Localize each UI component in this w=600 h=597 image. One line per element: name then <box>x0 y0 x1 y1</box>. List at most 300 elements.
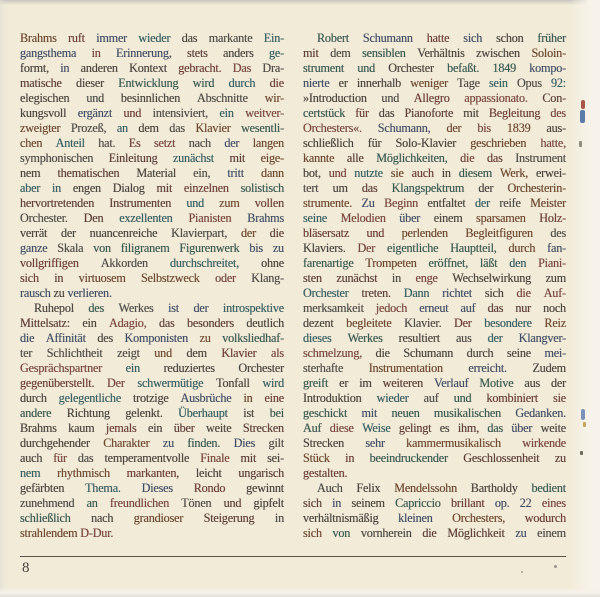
text-line <box>303 31 566 46</box>
word: geschickt <box>303 406 348 420</box>
word: des <box>550 106 566 120</box>
word: weitver- <box>245 106 284 120</box>
word: andere <box>20 406 52 420</box>
word: nur <box>515 301 531 315</box>
word: sie <box>553 391 566 405</box>
text-line <box>303 406 566 421</box>
word: das <box>77 451 94 465</box>
word: und <box>381 91 400 105</box>
word: Dann <box>403 286 430 300</box>
word: kombiniert <box>486 391 538 405</box>
word: auf <box>423 391 439 405</box>
word: Orchesterin- <box>507 181 566 195</box>
word: der <box>487 331 503 345</box>
word: Brahms <box>20 421 57 435</box>
word: Strecken <box>242 421 284 435</box>
word: 1839 <box>506 121 531 135</box>
word: gelegentliche <box>58 391 122 405</box>
word: aus <box>455 331 472 345</box>
word: Der <box>454 316 472 330</box>
scan-artifact <box>583 422 586 427</box>
word: D-Dur. <box>80 526 114 540</box>
word: das <box>378 106 395 120</box>
scan-edge-bottom <box>0 587 600 597</box>
word: zunächst <box>172 151 214 165</box>
word: Ausbrüche <box>180 391 232 405</box>
word: Ein- <box>263 31 284 45</box>
word: Steigerung <box>203 511 255 525</box>
word: Brahms <box>247 211 284 225</box>
text-line <box>303 166 566 181</box>
word: sich <box>20 271 39 285</box>
word: intensiviert, <box>152 106 208 120</box>
scan-edge-top <box>0 0 600 5</box>
word: des <box>97 331 113 345</box>
word: dem <box>330 46 351 60</box>
word: sten <box>303 271 322 285</box>
word: exzellenten <box>119 211 173 225</box>
word: solistisch <box>240 181 284 195</box>
word: Rondo <box>193 481 226 495</box>
word: zu <box>554 451 566 465</box>
word: ohne <box>261 256 284 270</box>
word: Dra- <box>262 61 284 75</box>
word: sich <box>303 496 322 510</box>
word: Gesprächspartner <box>20 361 103 375</box>
text-line <box>303 526 566 541</box>
word: früher <box>537 31 566 45</box>
word: alle <box>346 151 364 165</box>
text-line <box>20 31 284 46</box>
word: das <box>361 181 378 195</box>
word: von <box>332 526 351 540</box>
word: des <box>88 301 105 315</box>
word: neuen <box>391 406 420 420</box>
word: Beginn <box>384 196 419 210</box>
scan-artifact <box>554 565 557 568</box>
word: richtet <box>442 286 472 300</box>
text-line <box>303 61 566 76</box>
word: seine <box>303 211 328 225</box>
text-line <box>20 196 284 211</box>
text-line <box>20 451 284 466</box>
word: treten. <box>361 286 391 300</box>
word: eigentliche <box>387 241 439 255</box>
word: ruft <box>68 31 85 45</box>
word: gipfelt <box>253 496 284 510</box>
text-line <box>20 61 284 76</box>
word: hervortretenden <box>20 196 95 210</box>
text-line <box>20 46 284 61</box>
text-line <box>303 331 566 346</box>
word: verlieren. <box>67 286 112 300</box>
word: die <box>269 76 284 90</box>
word: durchschreitet, <box>169 256 240 270</box>
text-line <box>20 211 284 226</box>
word: bot, <box>303 166 321 180</box>
word: gegenüberstellt. <box>20 376 95 390</box>
word: Orchesters«. <box>303 121 362 135</box>
word: zu <box>199 331 211 345</box>
word: »Introduction <box>303 91 367 105</box>
word: Pianoforte <box>404 106 454 120</box>
word: op. <box>494 496 510 510</box>
word: über <box>173 421 195 435</box>
word: bläsersatz <box>303 226 350 240</box>
word: ein <box>147 421 163 435</box>
word: mit <box>229 151 246 165</box>
word: bis <box>477 121 491 135</box>
word: auch <box>20 451 43 465</box>
word: aus- <box>546 121 566 135</box>
word: gebracht. <box>178 61 222 75</box>
word: nem <box>20 166 41 180</box>
word: Pianisten <box>188 211 232 225</box>
word: Geschlossenheit <box>463 451 540 465</box>
text-line <box>303 271 566 286</box>
word: Material <box>136 166 177 180</box>
word: Werkes <box>347 331 383 345</box>
word: Komponisten <box>124 331 189 345</box>
word: gangsthema <box>20 46 77 60</box>
word: wesentli- <box>241 121 284 135</box>
word: reife <box>499 196 521 210</box>
word: in <box>51 181 62 195</box>
word: geschrieben <box>470 136 527 150</box>
word: der <box>475 196 490 210</box>
footer-rule <box>20 556 566 557</box>
word: introspektive <box>222 301 284 315</box>
word: hatte, <box>540 136 566 150</box>
word: ist <box>168 301 179 315</box>
word: Reiz <box>544 316 566 330</box>
word: eröffnet, <box>428 256 469 270</box>
word: mit <box>361 406 378 420</box>
word: der <box>193 301 209 315</box>
word: weiteren <box>382 376 424 390</box>
word: besonders <box>186 316 234 330</box>
word: er <box>338 76 348 90</box>
word: freundlichen <box>109 496 170 510</box>
word: durch <box>466 346 494 360</box>
text-line <box>303 466 566 481</box>
word: Auch <box>317 481 343 495</box>
word: hat. <box>98 136 116 150</box>
word: Mendelssohn <box>394 481 457 495</box>
word: besinnlichen <box>120 91 181 105</box>
word: markanten, <box>126 466 180 480</box>
word: für <box>355 106 369 120</box>
word: vollgriffigen <box>20 256 79 270</box>
word: Orchester. <box>20 211 68 225</box>
text-line <box>20 136 284 151</box>
word: eines <box>541 496 566 510</box>
word: und <box>223 496 242 510</box>
text-line <box>303 241 566 256</box>
text-line <box>20 286 284 301</box>
word: ungarisch <box>238 466 284 480</box>
text-line <box>303 226 566 241</box>
word: er <box>339 376 349 390</box>
text-line <box>20 466 284 481</box>
word: Capriccio <box>395 496 441 510</box>
word: für <box>367 136 382 150</box>
word: Figurenwerk <box>179 241 240 255</box>
word: diesem <box>458 166 493 180</box>
word: Felix <box>356 481 381 495</box>
word: schwermütige <box>137 376 204 390</box>
scan-artifact <box>580 451 583 455</box>
word: grandioser <box>133 511 184 525</box>
word: deutlich <box>246 316 284 330</box>
word: dem <box>186 346 207 360</box>
word: entfaltet <box>427 196 466 210</box>
text-line <box>303 106 566 121</box>
word: stets <box>187 46 208 60</box>
word: die <box>516 286 531 300</box>
word: bis <box>249 241 263 255</box>
word: 22 <box>519 496 532 510</box>
word: Weise <box>362 421 391 435</box>
word: der <box>478 181 494 195</box>
word: die <box>460 151 475 165</box>
word: und <box>123 106 142 120</box>
word: dem <box>138 121 159 135</box>
word: schließlich <box>303 136 354 150</box>
word: das <box>158 316 175 330</box>
word: zu <box>515 526 527 540</box>
word: innerhalb <box>356 76 402 90</box>
word: in <box>332 496 342 510</box>
word: Dialog <box>112 181 145 195</box>
word: in <box>243 391 253 405</box>
word: ter <box>20 346 33 360</box>
word: sensiblen <box>362 46 406 60</box>
word: in <box>345 451 355 465</box>
word: mit <box>463 106 479 120</box>
text-line <box>303 151 566 166</box>
word: das <box>487 421 504 435</box>
text-line <box>303 256 566 271</box>
word: Zu <box>361 196 375 210</box>
word: begleitete <box>346 316 392 330</box>
word: befaßt. <box>447 61 480 75</box>
word: die <box>375 346 390 360</box>
word: Orchester <box>388 61 434 75</box>
word: Es <box>128 136 141 150</box>
word: Charakter <box>103 436 150 450</box>
word: Stück <box>303 451 330 465</box>
word: Der <box>107 376 125 390</box>
word: strumente. <box>303 196 353 210</box>
text-line <box>20 271 284 286</box>
text-line <box>303 436 566 451</box>
word: Klavier <box>221 346 257 360</box>
page-number: 8 <box>22 560 30 576</box>
word: mit <box>303 46 319 60</box>
word: das <box>181 31 198 45</box>
word: Begleitung <box>488 106 541 120</box>
word: erneut <box>419 301 449 315</box>
word: Das <box>232 61 252 75</box>
word: Klaviers. <box>303 241 346 255</box>
word: Begleitfiguren <box>465 226 533 240</box>
word: Wechselwirkung <box>452 271 532 285</box>
word: sich <box>303 526 322 540</box>
word: der <box>551 376 566 390</box>
word: wieder <box>138 31 171 45</box>
word: sehr <box>365 436 385 450</box>
word: langen <box>252 136 284 150</box>
word: über <box>511 421 533 435</box>
word: seinem <box>351 496 385 510</box>
word: durch <box>228 76 256 90</box>
word: Affinität <box>45 331 86 345</box>
word: ein <box>125 361 140 375</box>
text-line <box>20 181 284 196</box>
word: wird <box>192 76 215 90</box>
word: Mittelsatz: <box>20 316 70 330</box>
word: Opus <box>516 76 542 90</box>
word: und <box>328 166 347 180</box>
word: rausch <box>20 286 51 300</box>
word: zu <box>162 436 174 450</box>
scan-edge-left <box>0 0 6 597</box>
text-line <box>20 151 284 166</box>
word: Bartholdy <box>470 481 518 495</box>
word: gelingt <box>398 421 432 435</box>
word: Trompeten <box>365 256 417 270</box>
word: Auf- <box>543 286 566 300</box>
word: gefärbten <box>20 481 65 495</box>
text-line <box>303 421 566 436</box>
word: erwei- <box>535 166 566 180</box>
word: Robert <box>317 31 349 45</box>
word: Verhältnis <box>417 46 465 60</box>
word: ergänzt <box>77 106 113 120</box>
word: Hauptteil, <box>450 241 497 255</box>
word: gestalten. <box>303 466 348 480</box>
word: zwischen <box>476 46 520 60</box>
word: zunächst <box>336 271 378 285</box>
word: brillant <box>450 496 485 510</box>
word: in <box>391 271 402 285</box>
word: zu <box>53 286 65 300</box>
word: anderen <box>80 61 118 75</box>
word: Tonfall <box>216 376 250 390</box>
word: vornherein <box>360 526 412 540</box>
word: sie <box>390 166 404 180</box>
word: gelenkt. <box>125 406 163 420</box>
word: Brahms <box>20 31 57 45</box>
word: diese <box>329 421 354 435</box>
word: das <box>169 121 185 135</box>
word: und <box>186 196 205 210</box>
text-line <box>303 316 566 331</box>
word: und <box>357 61 375 75</box>
text-line <box>20 481 284 496</box>
text-line <box>20 226 284 241</box>
word: finden. <box>187 436 221 450</box>
text-line <box>303 181 566 196</box>
word: oder <box>215 271 236 285</box>
word: Dieses <box>141 481 173 495</box>
scan-artifact <box>581 409 585 420</box>
word: Tage <box>457 76 480 90</box>
word: in <box>54 271 64 285</box>
word: Werkes <box>118 301 154 315</box>
word: kleinen <box>398 511 433 525</box>
word: über <box>399 211 421 225</box>
word: Soloin- <box>531 46 566 60</box>
word: sei- <box>267 451 284 465</box>
word: farenartige <box>303 256 354 270</box>
word: und <box>453 391 472 405</box>
word: Gedanken. <box>515 406 566 420</box>
word: Skala <box>57 241 84 255</box>
word: 1849 <box>492 61 517 75</box>
text-line <box>20 76 284 91</box>
word: Solo-Klavier <box>395 136 457 150</box>
text-line <box>20 376 284 391</box>
word: kannte <box>303 151 335 165</box>
text-line <box>20 391 284 406</box>
word: Ruhepol <box>34 301 74 315</box>
word: die <box>422 526 437 540</box>
word: wodurch <box>524 511 566 525</box>
word: auch <box>411 166 434 180</box>
word: hatte <box>426 31 450 45</box>
word: Möglichkeit <box>447 526 505 540</box>
word: für <box>53 451 67 465</box>
scan-artifact <box>580 110 585 123</box>
word: sich <box>484 286 504 300</box>
scan-artifact <box>581 100 585 109</box>
word: schon <box>496 31 524 45</box>
text-line <box>303 46 566 61</box>
text-line <box>20 241 284 256</box>
word: in <box>441 166 451 180</box>
word: Möglichkeiten, <box>376 151 448 165</box>
word: Kontext <box>129 61 167 75</box>
word: Auf <box>303 421 322 435</box>
word: ganze <box>20 241 48 255</box>
word: Motive <box>479 376 514 390</box>
word: sparsamen <box>476 211 526 225</box>
text-line <box>303 346 566 361</box>
text-column-left <box>20 31 284 541</box>
word: strument <box>303 61 345 75</box>
word: strahlendem <box>20 526 78 540</box>
word: anders <box>223 46 254 60</box>
text-line <box>303 196 566 211</box>
text-line <box>303 376 566 391</box>
word: enge <box>415 271 438 285</box>
word: Piani- <box>538 256 566 270</box>
word: Finale <box>200 451 230 465</box>
word: trotzige <box>132 391 169 405</box>
word: Instrumenten <box>109 196 172 210</box>
word: verrät <box>20 226 48 240</box>
text-line <box>303 136 566 151</box>
text-line <box>303 496 566 511</box>
word: mit <box>240 451 257 465</box>
word: dann <box>261 166 284 180</box>
word: in <box>274 511 284 525</box>
word: zum <box>545 271 566 285</box>
word: Melodien <box>340 211 386 225</box>
word: verhältnismäßig <box>303 511 379 525</box>
